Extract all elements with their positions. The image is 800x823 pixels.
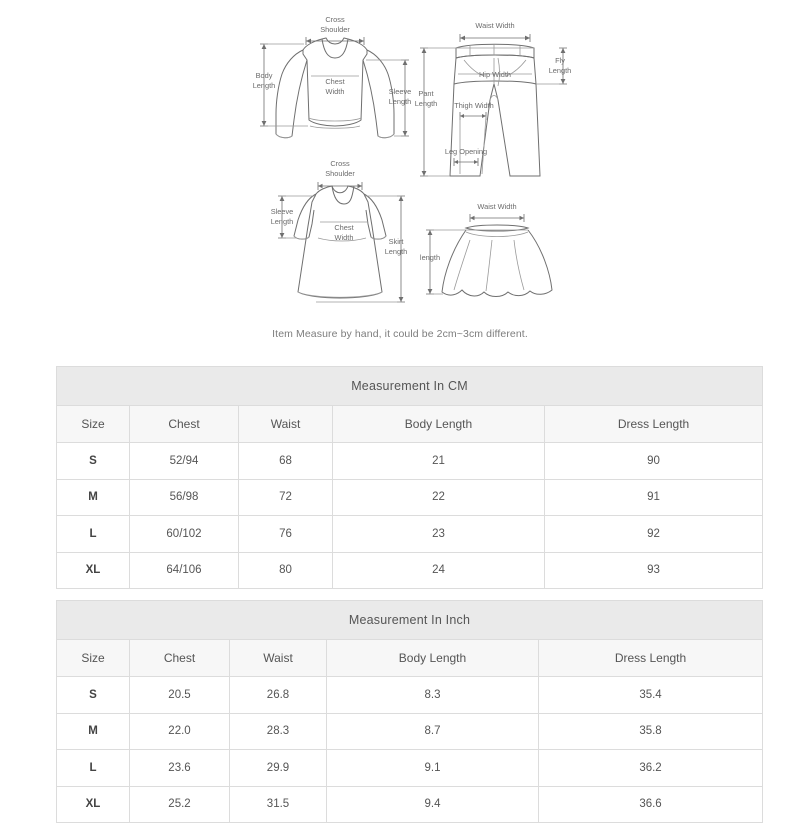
cell-dress-length: 90: [545, 443, 763, 480]
column-header-chest: Chest: [130, 406, 239, 443]
label-waist-width: Waist Width: [477, 202, 517, 211]
cell-chest: 52/94: [130, 443, 239, 480]
cell-waist: 76: [239, 516, 333, 553]
cell-size: XL: [57, 786, 130, 823]
table-row: [57, 443, 763, 480]
label-leg-opening: Leg Opening: [444, 147, 488, 156]
column-header-waist: Waist: [239, 406, 333, 443]
diagram-dress: [256, 152, 422, 316]
measure-note: Item Measure by hand, it could be 2cm~3cm different.: [272, 328, 528, 340]
label-chest-width-line2: Width: [325, 87, 345, 96]
cell-chest: 22.0: [130, 713, 230, 750]
cell-body-length: 8.7: [327, 713, 539, 750]
label-body-length-line2: Length: [252, 81, 276, 90]
label-cross-shoulder-line2: Shoulder: [325, 169, 355, 178]
label-length: length: [419, 253, 441, 262]
cell-size: S: [57, 443, 130, 480]
label-pant-length-line1: Pant: [418, 89, 434, 98]
cell-chest: 60/102: [130, 516, 239, 553]
label-thigh-width: Thigh Width: [454, 101, 494, 110]
label-fly-length-line1: Fly: [555, 56, 565, 65]
column-header-dress-length: Dress Length: [539, 640, 763, 677]
cell-waist: 28.3: [230, 713, 327, 750]
table-row: [57, 479, 763, 516]
column-header-size: Size: [57, 640, 130, 677]
table-row: [57, 786, 763, 823]
label-sleeve-length-line2: Length: [388, 97, 412, 106]
garment-diagrams: [0, 0, 800, 352]
cell-waist: 68: [239, 443, 333, 480]
cell-waist: 31.5: [230, 786, 327, 823]
label-sleeve-length-line2: Length: [270, 217, 294, 226]
size-table-inch: [56, 600, 763, 823]
cell-body-length: 8.3: [327, 677, 539, 714]
cell-chest: 64/106: [130, 552, 239, 589]
cell-size: L: [57, 516, 130, 553]
cell-body-length: 9.4: [327, 786, 539, 823]
cell-body-length: 24: [333, 552, 545, 589]
label-skirt-length-line2: Length: [384, 247, 408, 256]
cell-dress-length: 92: [545, 516, 763, 553]
column-header-body-length: Body Length: [327, 640, 539, 677]
table-title-row: [57, 601, 763, 640]
cell-body-length: 23: [333, 516, 545, 553]
cell-waist: 80: [239, 552, 333, 589]
table-row: [57, 713, 763, 750]
cell-body-length: 9.1: [327, 750, 539, 787]
column-header-dress-length: Dress Length: [545, 406, 763, 443]
column-header-body-length: Body Length: [333, 406, 545, 443]
cell-chest: 20.5: [130, 677, 230, 714]
column-header-size: Size: [57, 406, 130, 443]
label-skirt-length-line1: Skirt: [388, 237, 404, 246]
cell-waist: 72: [239, 479, 333, 516]
cell-waist: 29.9: [230, 750, 327, 787]
diagram-skirt: [404, 198, 576, 316]
cell-size: M: [57, 479, 130, 516]
table-header-row: [57, 640, 763, 677]
cell-dress-length: 36.6: [539, 786, 763, 823]
table-header-row: [57, 406, 763, 443]
cell-dress-length: 35.4: [539, 677, 763, 714]
label-fly-length-line2: Length: [548, 66, 572, 75]
label-cross-shoulder-line2: Shoulder: [320, 25, 350, 34]
cell-body-length: 21: [333, 443, 545, 480]
label-body-length-line1: Body: [255, 71, 273, 80]
table-row: [57, 677, 763, 714]
label-sleeve-length-line1: Sleeve: [270, 207, 294, 216]
label-sleeve-length-line1: Sleeve: [388, 87, 412, 96]
cell-size: M: [57, 713, 130, 750]
table-title: Measurement In CM: [57, 367, 763, 406]
table-title-row: [57, 367, 763, 406]
cell-dress-length: 36.2: [539, 750, 763, 787]
label-chest-width-line2: Width: [334, 233, 354, 242]
table-row: [57, 750, 763, 787]
label-chest-width-line1: Chest: [325, 77, 345, 86]
cell-chest: 56/98: [130, 479, 239, 516]
cell-size: XL: [57, 552, 130, 589]
label-cross-shoulder-line1: Cross: [330, 159, 350, 168]
diagram-long-sleeve-top: [248, 8, 420, 160]
label-pant-length-line2: Length: [414, 99, 438, 108]
cell-dress-length: 35.8: [539, 713, 763, 750]
label-hip-width: Hip Width: [478, 70, 512, 79]
cell-size: S: [57, 677, 130, 714]
size-table-cm: [56, 366, 763, 589]
table-title: Measurement In Inch: [57, 601, 763, 640]
diagram-pants: [408, 8, 588, 190]
cell-waist: 26.8: [230, 677, 327, 714]
label-cross-shoulder-line1: Cross: [325, 15, 345, 24]
cell-chest: 23.6: [130, 750, 230, 787]
table-row: [57, 552, 763, 589]
cell-dress-length: 93: [545, 552, 763, 589]
cell-chest: 25.2: [130, 786, 230, 823]
label-chest-width-line1: Chest: [334, 223, 354, 232]
cell-dress-length: 91: [545, 479, 763, 516]
column-header-waist: Waist: [230, 640, 327, 677]
table-row: [57, 516, 763, 553]
cell-size: L: [57, 750, 130, 787]
label-waist-width: Waist Width: [475, 21, 515, 30]
cell-body-length: 22: [333, 479, 545, 516]
column-header-chest: Chest: [130, 640, 230, 677]
